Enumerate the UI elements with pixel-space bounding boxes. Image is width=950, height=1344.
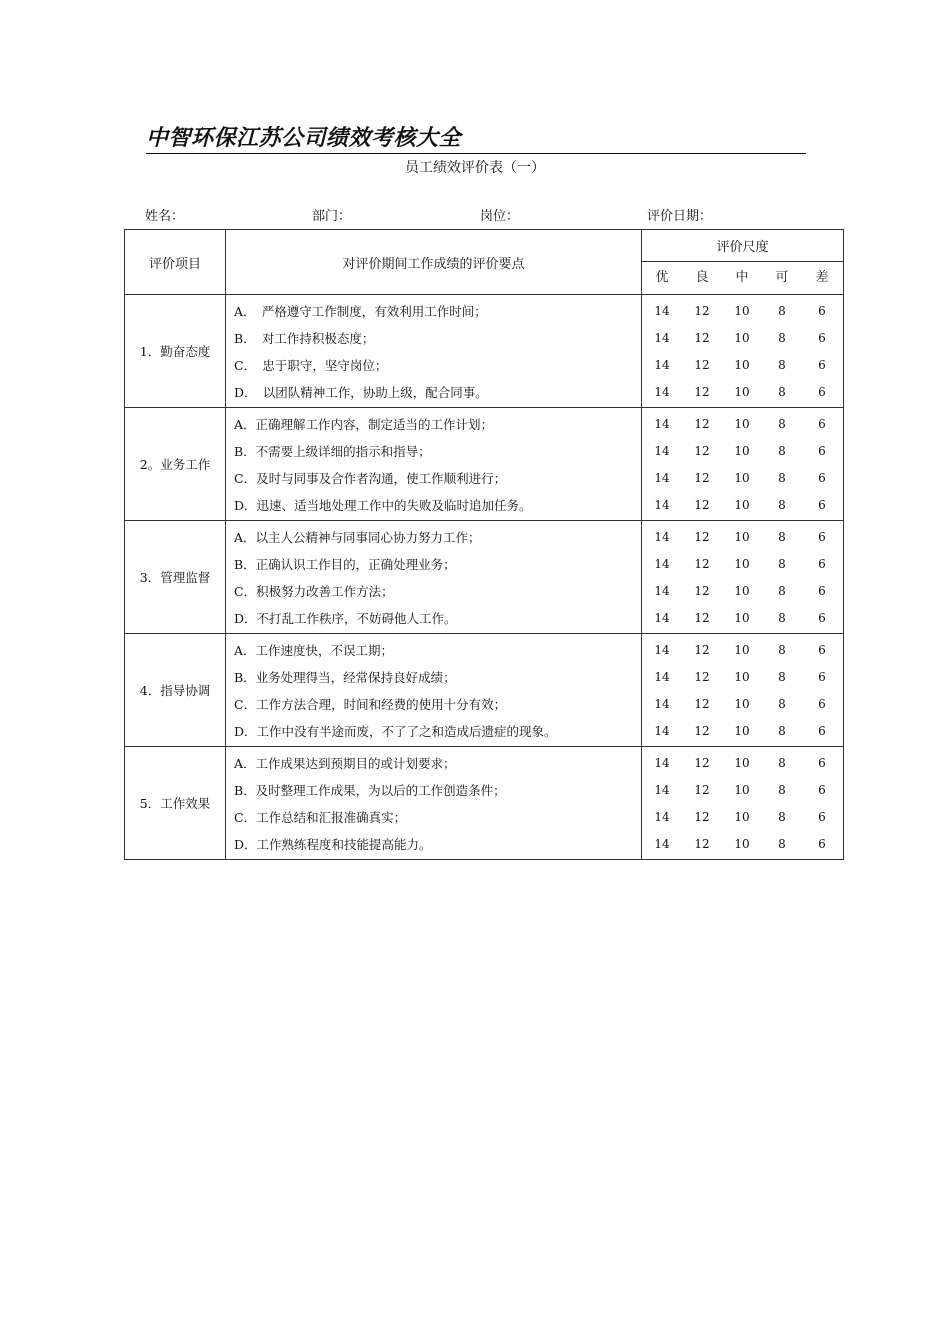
score-value: 14 (654, 611, 670, 626)
score-value: 14 (654, 303, 670, 318)
score-value: 14 (654, 697, 670, 711)
score-value: 14 (654, 498, 670, 513)
criteria-list (226, 521, 642, 634)
score-value: 10 (734, 556, 750, 571)
header-evaluation-scale: 评价尺度 (642, 230, 844, 262)
score-value: 6 (818, 358, 826, 372)
score-value: 10 (734, 330, 750, 345)
criterion-item: A．正确理解工作内容，制定适当的工作计划； (234, 416, 494, 432)
name-field-label: 姓名： (145, 209, 185, 224)
score-value: 10 (734, 810, 750, 824)
score-value: 14 (654, 529, 670, 544)
score-value: 6 (818, 529, 826, 544)
criterion-item: C． 忠于职守，坚守岗位； (234, 358, 388, 373)
score-scale-cell (642, 521, 844, 634)
score-value: 14 (654, 642, 670, 657)
score-value: 8 (778, 358, 786, 372)
score-value: 12 (694, 385, 710, 400)
category-row (125, 521, 844, 634)
category-row (125, 295, 844, 408)
criterion-item: B．及时整理工作成果，为以后的工作创造条件； (234, 782, 506, 798)
score-value: 14 (654, 837, 670, 852)
department-field-label: 部门： (312, 209, 352, 224)
score-value: 14 (654, 584, 670, 598)
score-value: 10 (734, 529, 750, 544)
score-scale-cell (642, 295, 844, 408)
score-value: 8 (778, 498, 786, 513)
score-value: 14 (654, 810, 670, 824)
score-value: 6 (818, 498, 826, 513)
score-value: 8 (778, 529, 786, 544)
score-value: 6 (818, 669, 826, 684)
score-value: 8 (778, 642, 786, 657)
category-row (125, 408, 844, 521)
score-value: 14 (654, 556, 670, 571)
grade-poor: 差 (815, 270, 829, 285)
score-value: 8 (778, 303, 786, 318)
score-value: 8 (778, 782, 786, 797)
score-value: 6 (818, 642, 826, 657)
score-value: 10 (734, 471, 750, 485)
score-value: 14 (654, 416, 670, 431)
criteria-list (226, 747, 642, 860)
criterion-item: B．业务处理得当，经常保持良好成绩； (234, 669, 456, 685)
score-value: 8 (778, 443, 786, 458)
score-row (642, 777, 843, 804)
criteria-list (226, 295, 642, 408)
score-value: 6 (818, 697, 826, 711)
score-value: 10 (734, 416, 750, 431)
score-value: 6 (818, 782, 826, 797)
score-scale-cell (642, 747, 844, 860)
category-row (125, 634, 844, 747)
category-name: 2。业务工作 (125, 408, 226, 521)
criterion-item: D． 以团队精神工作，协助上级，配合同事。 (234, 385, 488, 401)
score-row (642, 605, 843, 632)
score-value: 12 (694, 669, 710, 684)
score-value: 6 (818, 471, 826, 485)
category-row (125, 747, 844, 860)
score-row (642, 578, 843, 605)
score-row (642, 831, 843, 858)
category-name: 3．管理监督 (125, 521, 226, 634)
score-value: 12 (694, 810, 710, 824)
grade-header-cell (642, 262, 844, 295)
grade-good: 良 (695, 270, 709, 285)
score-value: 10 (734, 385, 750, 400)
score-value: 8 (778, 669, 786, 684)
score-row (642, 691, 843, 718)
score-value: 8 (778, 584, 786, 598)
score-row (642, 492, 843, 519)
score-value: 12 (694, 837, 710, 852)
criterion-item: A． 严格遵守工作制度，有效利用工作时间； (234, 303, 487, 319)
score-value: 10 (734, 642, 750, 657)
criterion-item: C．及时与同事及合作者沟通，使工作顺利进行； (234, 471, 507, 486)
score-value: 6 (818, 584, 826, 598)
score-value: 8 (778, 755, 786, 770)
score-value: 12 (694, 782, 710, 797)
score-value: 14 (654, 724, 670, 739)
score-row (642, 750, 843, 777)
score-value: 10 (734, 584, 750, 598)
score-row (642, 352, 843, 379)
criterion-item: A．工作速度快，不误工期； (234, 642, 394, 658)
criteria-list (226, 634, 642, 747)
criterion-item: D．迅速、适当地处理工作中的失败及临时追加任务。 (234, 498, 532, 514)
criteria-list (226, 408, 642, 521)
criterion-item: A．以主人公精神与同事同心协力努力工作； (234, 529, 481, 545)
criterion-item: D．工作熟练程度和技能提高能力。 (234, 837, 432, 853)
score-value: 6 (818, 724, 826, 739)
score-row (642, 718, 843, 745)
score-row (642, 465, 843, 492)
criterion-item: B． 对工作持积极态度； (234, 330, 375, 346)
category-name: 1．勤奋态度 (125, 295, 226, 408)
category-name: 4．指导协调 (125, 634, 226, 747)
score-value: 12 (694, 330, 710, 345)
criterion-item: C．积极努力改善工作方法； (234, 584, 394, 599)
score-value: 8 (778, 837, 786, 852)
score-value: 14 (654, 330, 670, 345)
score-value: 8 (778, 471, 786, 485)
score-value: 10 (734, 303, 750, 318)
score-value: 6 (818, 837, 826, 852)
grade-average: 中 (735, 270, 749, 285)
score-value: 8 (778, 724, 786, 739)
criterion-item: C．工作方法合理，时间和经费的使用十分有效； (234, 697, 507, 712)
score-value: 12 (694, 416, 710, 431)
score-value: 6 (818, 556, 826, 571)
header-evaluation-item: 评价项目 (125, 230, 226, 295)
evaluation-body (125, 295, 844, 860)
form-title: 员工绩效评价表（一） (405, 160, 545, 176)
score-value: 8 (778, 416, 786, 431)
score-value: 12 (694, 498, 710, 513)
score-row (642, 438, 843, 465)
score-value: 12 (694, 529, 710, 544)
score-row (642, 411, 843, 438)
score-value: 6 (818, 755, 826, 770)
criterion-item: B．不需要上级详细的指示和指导； (234, 443, 431, 459)
score-value: 14 (654, 782, 670, 797)
score-row (642, 325, 843, 352)
score-value: 10 (734, 611, 750, 626)
score-value: 12 (694, 724, 710, 739)
score-value: 14 (654, 669, 670, 684)
category-name: 5．工作效果 (125, 747, 226, 860)
score-value: 8 (778, 810, 786, 824)
score-value: 12 (694, 303, 710, 318)
header-evaluation-points: 对评价期间工作成绩的评价要点 (226, 230, 642, 295)
score-value: 10 (734, 697, 750, 711)
score-row (642, 524, 843, 551)
score-row (642, 298, 843, 325)
criterion-item: A．工作成果达到预期目的或计划要求； (234, 755, 456, 771)
title-underline (146, 153, 806, 154)
score-value: 10 (734, 443, 750, 458)
score-value: 14 (654, 443, 670, 458)
criterion-item: D．不打乱工作秩序，不妨碍他人工作。 (234, 611, 457, 627)
score-value: 8 (778, 330, 786, 345)
score-value: 6 (818, 303, 826, 318)
score-value: 6 (818, 330, 826, 345)
score-value: 10 (734, 358, 750, 372)
score-value: 8 (778, 556, 786, 571)
score-value: 12 (694, 443, 710, 458)
score-value: 10 (734, 837, 750, 852)
score-value: 10 (734, 782, 750, 797)
score-value: 6 (818, 443, 826, 458)
score-value: 6 (818, 810, 826, 824)
score-value: 12 (694, 755, 710, 770)
score-value: 12 (694, 584, 710, 598)
criterion-item: B．正确认识工作目的，正确处理业务； (234, 556, 456, 572)
score-value: 10 (734, 755, 750, 770)
score-value: 12 (694, 358, 710, 372)
score-value: 6 (818, 611, 826, 626)
score-value: 10 (734, 724, 750, 739)
score-value: 14 (654, 385, 670, 400)
score-row (642, 551, 843, 578)
score-scale-cell (642, 634, 844, 747)
score-value: 6 (818, 385, 826, 400)
score-row (642, 637, 843, 664)
evaluation-table (124, 229, 844, 860)
score-value: 6 (818, 416, 826, 431)
score-value: 14 (654, 358, 670, 372)
grade-fair: 可 (775, 270, 789, 285)
score-value: 14 (654, 471, 670, 485)
document-title: 中智环保江苏公司绩效考核大全 (146, 126, 462, 151)
grade-excellent: 优 (655, 270, 669, 285)
score-value: 8 (778, 385, 786, 400)
score-value: 10 (734, 498, 750, 513)
score-scale-cell (642, 408, 844, 521)
score-row (642, 379, 843, 406)
score-value: 8 (778, 611, 786, 626)
score-value: 12 (694, 471, 710, 485)
score-value: 14 (654, 755, 670, 770)
score-value: 12 (694, 556, 710, 571)
position-field-label: 岗位： (480, 209, 520, 224)
score-value: 8 (778, 697, 786, 711)
score-value: 10 (734, 669, 750, 684)
score-value: 12 (694, 611, 710, 626)
criterion-item: D．工作中没有半途而废，不了了之和造成后遗症的现象。 (234, 724, 557, 740)
score-row (642, 804, 843, 831)
score-row (642, 664, 843, 691)
criterion-item: C．工作总结和汇报准确真实； (234, 810, 407, 825)
score-value: 12 (694, 642, 710, 657)
score-value: 12 (694, 697, 710, 711)
evaluation-date-field-label: 评价日期： (647, 209, 713, 224)
